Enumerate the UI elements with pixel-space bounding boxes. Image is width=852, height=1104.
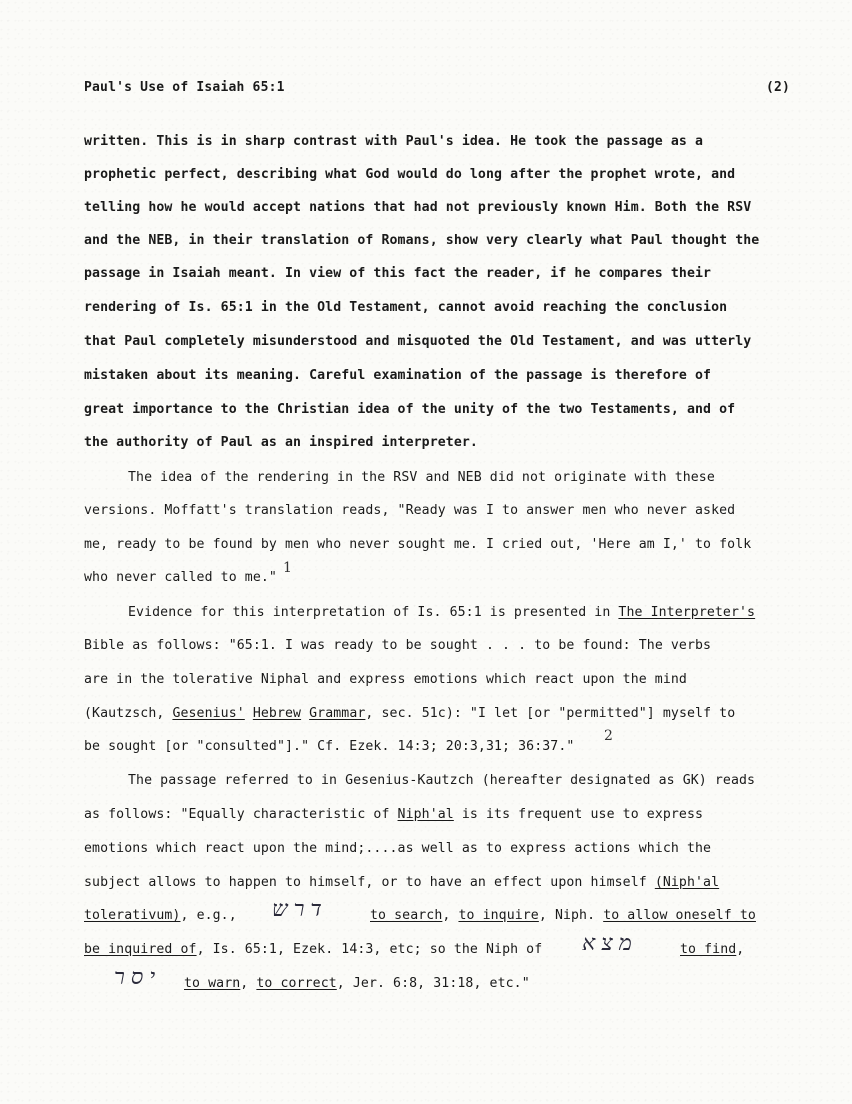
para4-line [84, 941, 554, 959]
gloss: to find [680, 942, 737, 957]
book-title: Hebrew [252, 706, 302, 721]
handwritten-hebrew-2: מצא [582, 931, 638, 956]
para1-line: rendering of Is. 65:1 in the Old Testament, cannot avoid reaching the conclusion [84, 300, 728, 315]
para3-line [84, 637, 789, 655]
term: Niph'al [397, 807, 454, 822]
para1-line: mistaken about its meaning. Careful examination of the passage is therefore of [84, 368, 712, 383]
para4-line [184, 975, 684, 993]
para3-line: be sought [or "consulted"]." Cf. Ezek. 14:3; 20:3,31; 36:37." [84, 739, 575, 754]
term: (Niph'al [654, 875, 720, 890]
para1-line: telling how he would accept nations that had not previously known Him. Both the RSV [84, 200, 752, 215]
handwritten-hebrew-3: יסר [114, 965, 162, 990]
para1-line: written. This is in sharp contrast with Paul's idea. He took the passage as a [84, 134, 704, 149]
para2-line: me, ready to be found by men who never sought me. I cried out, 'Here am I,' to folk [84, 537, 752, 552]
gloss: to inquire [458, 908, 539, 923]
para4-line [680, 941, 790, 959]
para4-line: emotions which react upon the mind;....as well as to express actions which the [84, 841, 712, 856]
para4-line: The passage referred to in Gesenius-Kautzch (hereafter designated as GK) reads [128, 773, 756, 788]
term: tolerativum) [84, 908, 181, 923]
book-title: The Interpreter's [618, 605, 756, 620]
gloss: to allow oneself to [603, 908, 756, 923]
para3-text: as follows: "65:1. I was ready to be sought . . . to be found: The verbs [124, 638, 712, 653]
handwritten-hebrew-1: דרש [272, 897, 328, 922]
para4-text: subject allows to happen to himself, or to have an effect upon himself [84, 875, 655, 890]
footnote-marker-2: 2 [604, 728, 613, 744]
gloss: to correct [256, 976, 337, 991]
para4-line [84, 874, 789, 892]
para1-line: that Paul completely misunderstood and misquoted the Old Testament, and was utterly [84, 334, 752, 349]
para4-text: as follows: "Equally characteristic of [84, 807, 398, 822]
para4-text: , [442, 908, 459, 923]
para1-line: prophetic perfect, describing what God would do long after the prophet wrote, and [84, 167, 736, 182]
para1-line: passage in Isaiah meant. In view of this fact the reader, if he compares their [84, 266, 712, 281]
running-title: Paul's Use of Isaiah 65:1 [84, 80, 285, 95]
para3-text: Evidence for this interpretation of Is. 65:1 is presented in [128, 605, 619, 620]
para4-text: , Niph. [538, 908, 604, 923]
para4-line [84, 806, 789, 824]
para1-line: and the NEB, in their translation of Romans, show very clearly what Paul thought the [84, 233, 760, 248]
para4-text: , Jer. 6:8, 31:18, etc." [336, 976, 530, 991]
book-title-cont: Bible [84, 638, 125, 653]
gloss: be inquired of [84, 942, 197, 957]
para4-text: , e.g., [180, 908, 237, 923]
book-title: Gesenius' [172, 706, 245, 721]
para4-text: , Is. 65:1, Ezek. 14:3, etc; so the Niph of [196, 942, 543, 957]
para4-line [84, 907, 269, 925]
para2-line: who never called to me." [84, 570, 277, 585]
page-number: (2) [766, 80, 791, 95]
para3-text: (Kautzsch, [84, 706, 173, 721]
para3-line [128, 604, 789, 622]
para3-line: are in the tolerative Niphal and express emotions which react upon the mind [84, 672, 687, 687]
gloss: to warn [184, 976, 241, 991]
footnote-marker-1: 1 [283, 560, 292, 576]
para4-line [370, 907, 790, 925]
gloss: to search [370, 908, 443, 923]
para2-line: The idea of the rendering in the RSV and NEB did not originate with these [128, 470, 715, 485]
para4-text: , [736, 942, 745, 957]
para4-text: , [240, 976, 257, 991]
para1-line: great importance to the Christian idea of the unity of the two Testaments, and of [84, 402, 736, 417]
book-title: Grammar [309, 706, 366, 721]
para1-line: the authority of Paul as an inspired interpreter. [84, 435, 478, 450]
para3-text: , sec. 51c): "I let [or "permitted"] myself to [365, 706, 736, 721]
para3-line [84, 705, 789, 723]
para4-text: is its frequent use to express [453, 807, 704, 822]
para2-line: versions. Moffatt's translation reads, "Ready was I to answer men who never asked [84, 503, 736, 518]
